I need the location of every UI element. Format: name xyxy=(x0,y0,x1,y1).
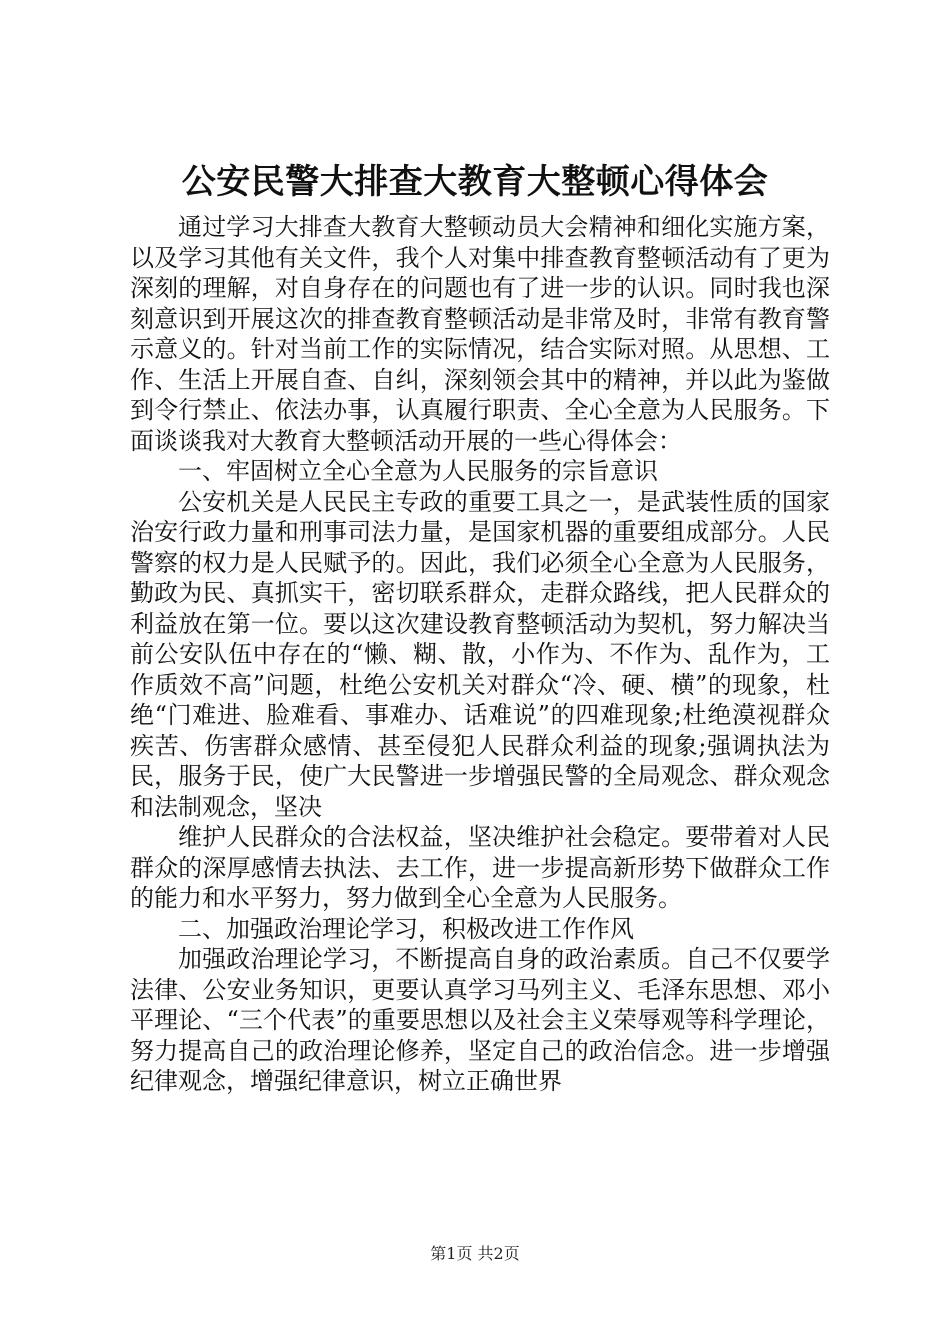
section-heading: 二、加强政治理论学习，积极改进工作作风 xyxy=(178,914,634,943)
paragraph: 维护人民群众的合法权益，坚决维护社会稳定。要带着对人民群众的深厚感情去执法、去工作，进一步提高新形势下做群众工作的能力和水平努力，努力做到全心全意为人民服务。 xyxy=(130,823,830,912)
document-body xyxy=(130,212,830,1097)
paragraph: 公安机关是人民民主专政的重要工具之一，是武装性质的国家治安行政力量和刑事司法力量，是国家机器的重要组成部分。人民警察的权力是人民赋予的。因此，我们必须全心全意为人民服务，勤政为民、真抓实干，密切联系群众，走群众路线，把人民群众的利益放在第一位。要以这次建设教育整顿活动为契机，努力解决当前公安队伍中存在的“懒、糊、散，小作为、不作为、乱作为，工作质效不高”问题，杜绝公安机关对群众“冷、硬、横”的现象，杜绝“门难进、脸难看、事难办、话难说”的四难现象;杜绝漠视群众疾苦、伤害群众感情、甚至侵犯人民群众利益的现象;强调执法为民，服务于民，使广大民警进一步增强民警的全局观念、群众观念和法制观念，坚决 xyxy=(130,487,830,821)
paragraph: 通过学习大排查大教育大整顿动员大会精神和细化实施方案，以及学习其他有关文件，我个人对集中排查教育整顿活动有了更为深刻的理解，对自身存在的问题也有了进一步的认识。同时我也深刻意识到开展这次的排查教育整顿活动是非常及时，非常有教育警示意义的。针对当前工作的实际情况，结合实际对照。从思想、工作、生活上开展自查、自纠，深刻领会其中的精神，并以此为鉴做到令行禁止、依法办事，认真履行职责、全心全意为人民服务。下面谈谈我对大教育大整顿活动开展的一些心得体会： xyxy=(130,213,830,455)
document-title: 公安民警大排查大教育大整顿心得体会 xyxy=(181,162,769,202)
section-heading: 一、牢固树立全心全意为人民服务的宗旨意识 xyxy=(178,457,658,485)
paragraph: 加强政治理论学习，不断提高自身的政治素质。自己不仅要学法律、公安业务知识，更要认真学习马列主义、毛泽东思想、邓小平理论、“三个代表”的重要思想以及社会主义荣辱观等科学理论，努力提高自己的政治理论修养，坚定自己的政治信念。进一步增强纪律观念，增强纪律意识，树立正确世界 xyxy=(130,945,830,1095)
page-number-footer: 第1页 共2页 xyxy=(430,1244,520,1263)
